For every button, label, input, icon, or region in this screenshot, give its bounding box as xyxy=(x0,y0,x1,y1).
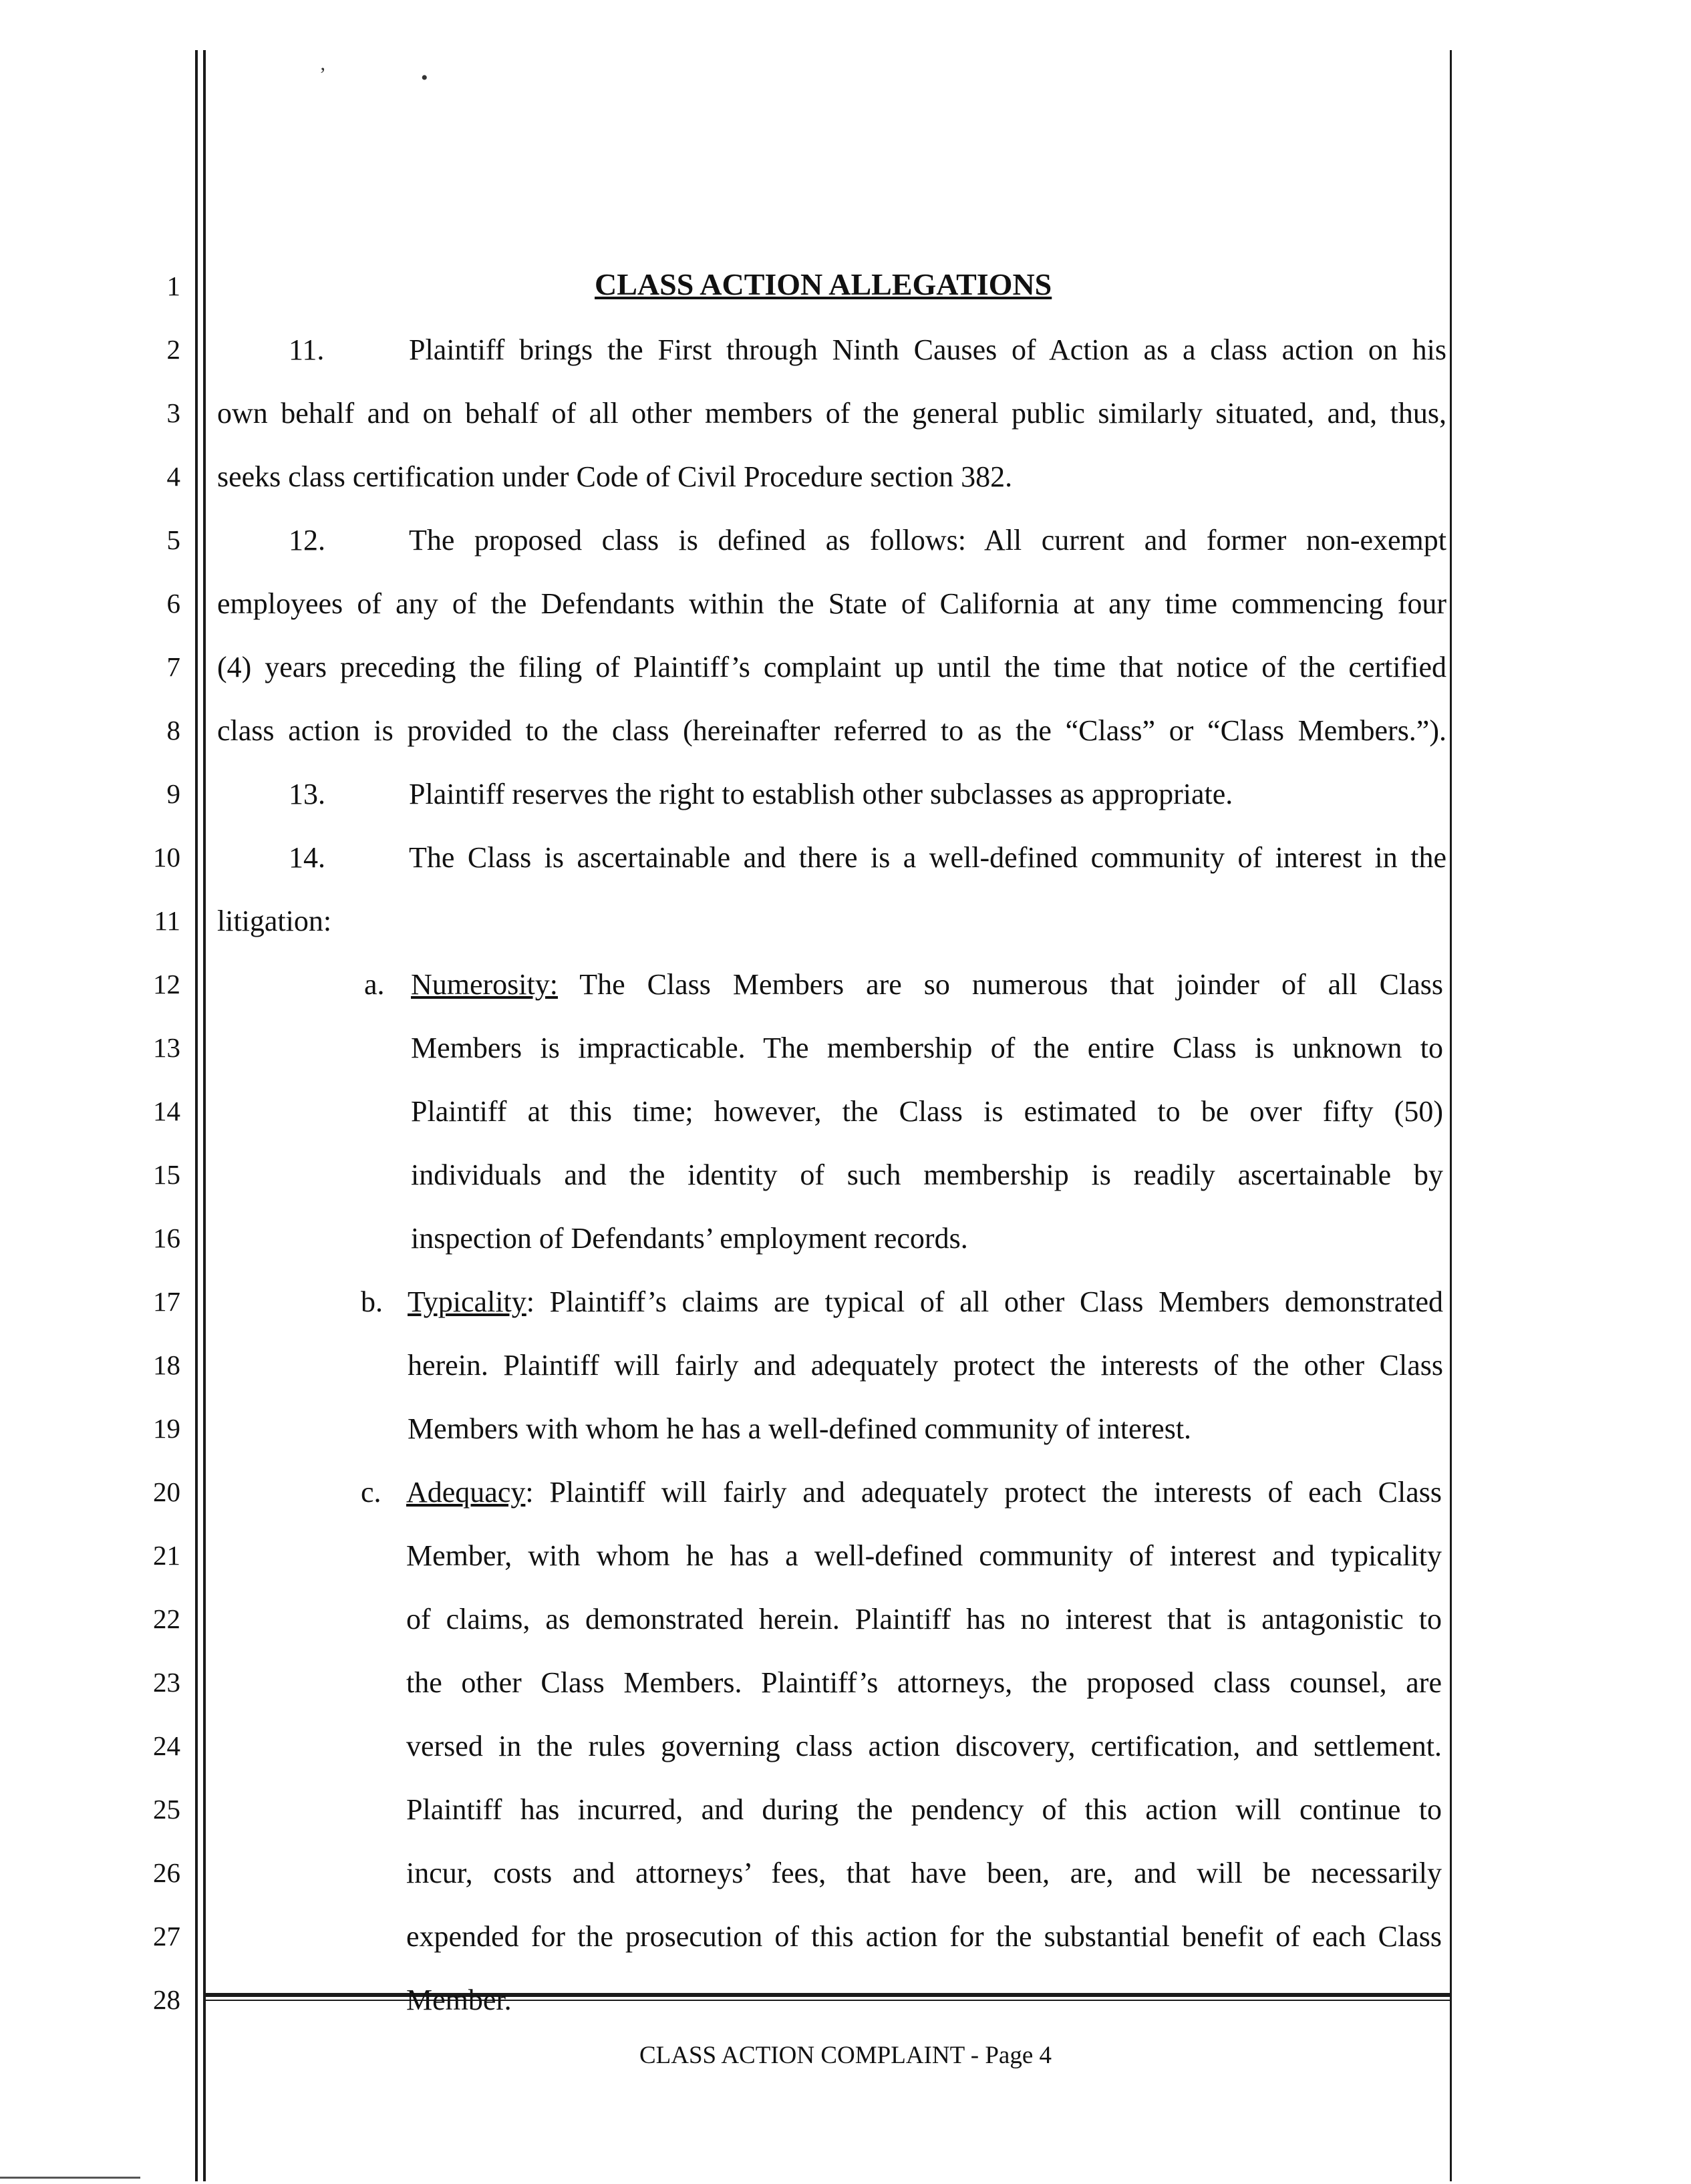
line-number: 15 xyxy=(153,1159,180,1190)
list-item-line: of claims, as demonstrated herein. Plaintiff has no interest that is antagonistic to xyxy=(406,1603,1442,1635)
page-footer: CLASS ACTION COMPLAINT - Page 4 xyxy=(639,2042,1052,2069)
list-item-first-line xyxy=(411,967,1443,1002)
line-number: 11 xyxy=(154,905,180,936)
line-number: 9 xyxy=(166,778,180,809)
line-number: 17 xyxy=(153,1286,180,1317)
list-item-line: Member, with whom he has a well-defined community of interest and typicality xyxy=(406,1539,1442,1572)
list-item-line: expended for the prosecution of this action for the substantial benefit of each Class xyxy=(406,1920,1442,1953)
list-item-line: individuals and the identity of such membership is readily ascertainable by xyxy=(411,1158,1443,1191)
list-marker: c. xyxy=(361,1476,381,1509)
list-item-line: herein. Plaintiff will fairly and adequately protect the interests of the other Class xyxy=(408,1349,1443,1382)
line-number: 23 xyxy=(153,1667,180,1698)
list-item-line: Plaintiff has incurred, and during the pendency of this action will continue to xyxy=(406,1793,1442,1826)
list-item-line: Members with whom he has a well-defined community of interest. xyxy=(408,1412,1192,1445)
paragraph-number: 14. xyxy=(289,841,325,874)
line-number: 7 xyxy=(166,651,180,682)
list-marker: a. xyxy=(364,968,385,1001)
paragraph-line: litigation: xyxy=(217,905,332,937)
footer-rule-thin xyxy=(203,2000,1450,2001)
list-item-title: Typicality xyxy=(408,1285,526,1318)
line-number: 3 xyxy=(166,398,180,428)
line-number: 5 xyxy=(166,524,180,555)
section-heading: CLASS ACTION ALLEGATIONS xyxy=(595,267,1052,301)
list-item-line: the other Class Members. Plaintiff’s attorneys, the proposed class counsel, are xyxy=(406,1666,1442,1699)
scan-mark-top-left: ’ xyxy=(319,63,326,86)
line-number: 26 xyxy=(153,1857,180,1888)
list-item-line: versed in the rules governing class action discovery, certification, and settlement. xyxy=(406,1730,1442,1762)
paragraph-line: The Class is ascertainable and there is a well-defined community of interest in the xyxy=(409,841,1446,874)
paragraph-number: 11. xyxy=(289,333,325,366)
list-item-text: The Class Members are so numerous that joinder of all Class xyxy=(579,968,1443,1001)
paragraph-line: Plaintiff brings the First through Ninth Causes of Action as a class action on his xyxy=(409,333,1446,366)
right-margin-rule xyxy=(1450,50,1452,2181)
left-margin-rule-outer xyxy=(195,50,198,2181)
line-number: 21 xyxy=(153,1540,180,1571)
paragraph-line: Plaintiff reserves the right to establish other subclasses as appropriate. xyxy=(409,778,1233,810)
list-item-line: Members is impracticable. The membership of the entire Class is unknown to xyxy=(411,1032,1443,1064)
paragraph-line: employees of any of the Defendants within the State of California at any time commencing four xyxy=(217,587,1446,620)
line-number: 4 xyxy=(166,461,180,492)
list-item-title: Numerosity: xyxy=(411,968,558,1001)
line-number: 18 xyxy=(153,1350,180,1380)
line-number: 19 xyxy=(153,1413,180,1444)
paragraph-line: own behalf and on behalf of all other members of the general public similarly situated, and, thus, xyxy=(217,397,1446,430)
paragraph-number: 13. xyxy=(289,778,325,810)
line-number: 2 xyxy=(166,334,180,365)
footer-rule-thick xyxy=(203,1993,1450,1997)
paragraph-line: class action is provided to the class (hereinafter referred to as the “Class” or “Class Members.”). xyxy=(217,714,1446,747)
list-item-line: Member. xyxy=(406,1984,512,2016)
line-number: 16 xyxy=(153,1223,180,1253)
line-number: 25 xyxy=(153,1794,180,1825)
list-item-first-line xyxy=(408,1285,1443,1319)
line-number: 20 xyxy=(153,1476,180,1507)
line-number: 14 xyxy=(153,1096,180,1126)
paragraph-line: seeks class certification under Code of Civil Procedure section 382. xyxy=(217,460,1013,493)
line-number: 8 xyxy=(166,715,180,746)
line-number: 10 xyxy=(153,842,180,873)
line-number: 13 xyxy=(153,1032,180,1063)
list-item-text: : Plaintiff’s claims are typical of all other Class Members demonstrated xyxy=(526,1285,1443,1318)
line-number: 28 xyxy=(153,1984,180,2015)
line-number: 22 xyxy=(153,1603,180,1634)
list-marker: b. xyxy=(361,1285,383,1318)
paragraph-line: The proposed class is defined as follows: All current and former non-exempt xyxy=(409,524,1446,557)
list-item-line: inspection of Defendants’ employment records. xyxy=(411,1222,968,1255)
line-number: 1 xyxy=(166,271,180,301)
line-number: 24 xyxy=(153,1730,180,1761)
list-item-text: : Plaintiff will fairly and adequately protect the interests of each Class xyxy=(525,1476,1442,1509)
line-number: 6 xyxy=(166,588,180,619)
bottom-edge-mark xyxy=(0,2177,140,2179)
scan-mark-top-right: • xyxy=(421,67,428,89)
list-item-line: Plaintiff at this time; however, the Class is estimated to be over fifty (50) xyxy=(411,1095,1443,1128)
paragraph-number: 12. xyxy=(289,524,325,557)
line-number: 12 xyxy=(153,969,180,999)
list-item-line: incur, costs and attorneys’ fees, that have been, are, and will be necessarily xyxy=(406,1857,1442,1889)
list-item-first-line xyxy=(406,1475,1442,1510)
line-number: 27 xyxy=(153,1921,180,1952)
list-item-title: Adequacy xyxy=(406,1476,526,1509)
paragraph-line: (4) years preceding the filing of Plaintiff’s complaint up until the time that notice of the certified xyxy=(217,651,1446,683)
left-margin-rule-inner xyxy=(203,50,206,2181)
